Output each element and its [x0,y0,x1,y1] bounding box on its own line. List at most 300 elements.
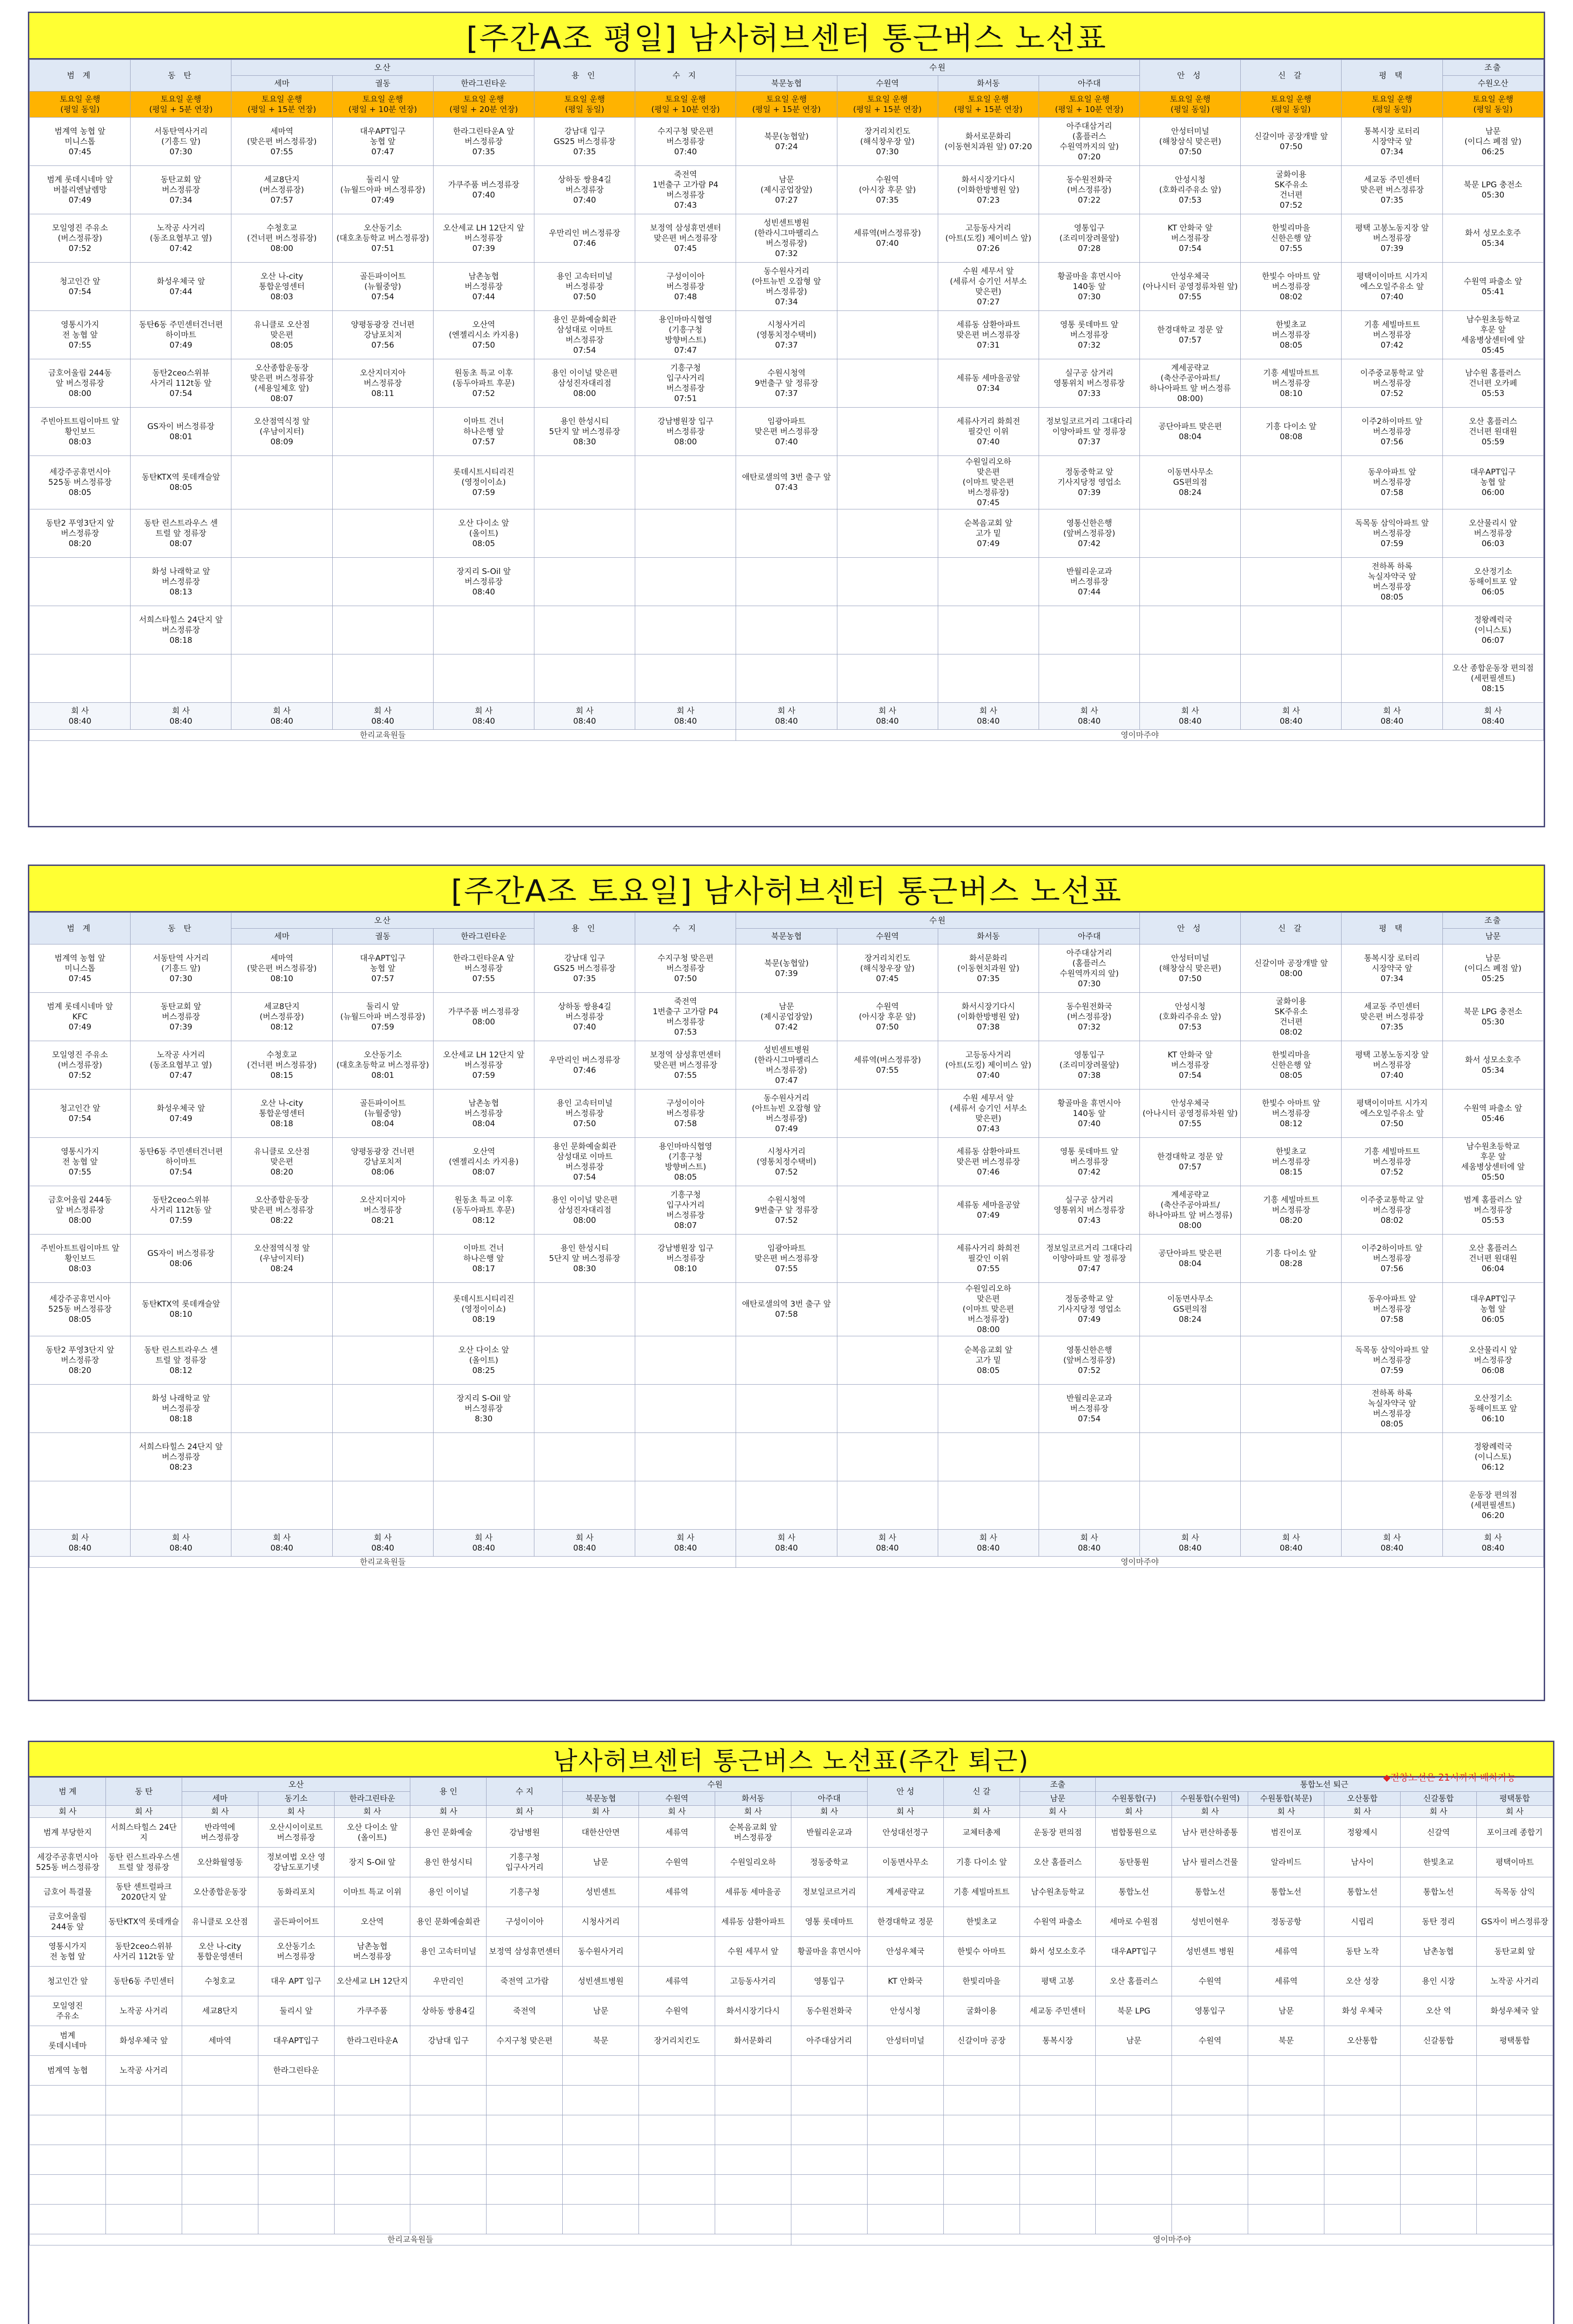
stop-cell: 죽전역 1번출구 고가람 P4 버스정류장 07:53 [635,993,736,1041]
stop-cell: 동우아파트 앞 버스정류장 07:58 [1342,456,1442,509]
col-sema: 세마 [231,76,332,92]
company-arrival: 회 사 08:40 [1342,703,1442,730]
operation-note: 토요일 운행 (평일 + 15분 연장) [736,92,837,118]
stop-cell [231,1385,332,1433]
evening-stop: 알라비드 [1248,1848,1324,1877]
company-arrival: 회 사 08:40 [534,1530,635,1557]
table-row [30,2205,1553,2234]
table-row [30,2086,1553,2115]
evening-stop [715,2175,791,2205]
evening-stop: 장지 S-Oil 앞 [334,1848,410,1877]
operation-note: 토요일 운행 (평일 동일) [30,92,131,118]
stop-cell: 서동탄역사거리 (기흥드 앞) 07:30 [131,118,231,166]
stop-cell: 신갈이마 공장개발 앞 07:50 [1241,118,1342,166]
stop-cell: 영통입구 (조리미장려물앞) 07:28 [1039,214,1139,263]
evening-stop: 신갈통합 [1401,2026,1477,2056]
evening-stop [639,1907,715,1937]
evening-stop: 세류역 [639,1967,715,1996]
evening-stop: 동탄 노작 [1324,1937,1401,1967]
evening-stop: 장거리치킨도 [639,2026,715,2056]
stop-cell: 화성우체국 앞 07:49 [131,1089,231,1138]
stop-cell [1241,606,1342,654]
operation-note: 토요일 운행 (평일 + 20분 연장) [433,92,534,118]
company-arrival: 회 사 08:40 [635,703,736,730]
stop-cell: 기흥 세빌마트트 버스정류장 07:42 [1342,311,1442,359]
evening-company-cell: 회 사 [487,1806,563,1818]
operation-note: 토요일 운행 (평일 + 15분 연장) [231,92,332,118]
stop-cell [1241,1336,1342,1385]
stop-cell: 임광아파트 맞은편 버스정류장 07:40 [736,408,837,456]
stop-cell: 화서 성모소호주 05:34 [1442,1041,1543,1089]
stop-cell [938,654,1039,703]
evening-subheader: 평택통합 [1476,1792,1553,1806]
stop-cell: 용인 이이널 맞은편 삼성진자대리점 08:00 [534,1186,635,1235]
stop-cell [938,1481,1039,1530]
evening-stop: 대우APT입구 [258,2026,334,2056]
evening-stop [563,2175,639,2205]
stop-cell: 계세공략교 (축산주공아파트/ 하나아파트 앞 버스정류 08:00) [1140,359,1241,408]
operation-note: 토요일 운행 (평일 + 10분 연장) [635,92,736,118]
evening-stop [258,2145,334,2175]
stop-cell [837,408,938,456]
stop-cell: 남수원 홈플러스 건너편 오카페 05:53 [1442,359,1543,408]
stop-cell: 이동면사무소 GS편의점 08:24 [1140,1283,1241,1336]
evening-stop: 금호어 특결물 [30,1877,106,1907]
evening-subheader: 북문농협 [563,1792,639,1806]
stop-cell: 동탄2ceo스위뷰 사거리 112t동 앞 07:54 [131,359,231,408]
table-row [30,1967,1553,1996]
stop-cell: 용인 한성시티 5단지 앞 버스정류장 08:30 [534,1235,635,1283]
stop-cell [231,1481,332,1530]
evening-stop: 평택이마트 [1476,1848,1553,1877]
evening-company-cell: 회 사 [1324,1806,1401,1818]
stop-cell: 전하폭 하록 녹실자약국 앞 버스정류장 08:05 [1342,1385,1442,1433]
evening-stop [867,2145,943,2175]
evening-stop: 수원역 [1172,2026,1248,2056]
stop-cell: 오산종합운동장 맞은편 버스정류장 (세용일체호 앞) 08:07 [231,359,332,408]
evening-company-cell: 회 사 [867,1806,943,1818]
stop-cell: 동수원전화국 (버스정류장) 07:22 [1039,166,1139,214]
stop-cell: 세강주공휴먼시아 525동 버스정류장 08:05 [30,1283,131,1336]
stop-cell: 금호어울림 244동 앞 버스정류장 08:00 [30,1186,131,1235]
company-arrival: 회 사 08:40 [1241,1530,1342,1557]
table-row [30,408,1544,456]
evening-stop: 세교8단지 [182,1996,258,2026]
stop-cell: 수원역 파출소 앞 05:41 [1442,263,1543,311]
evening-stop: 운동장 편의점 [1020,1818,1096,1848]
table-row [30,1848,1553,1877]
evening-stop [1096,2145,1172,2175]
evening-stop [334,2175,410,2205]
evening-stop: 남문 [563,1996,639,2026]
evening-stop: 순복음교회 앞 버스정류장 [715,1818,791,1848]
stop-cell: 황골마을 휴먼시아 140동 앞 07:40 [1039,1089,1139,1138]
stop-cell: 성빈센트병원 (한라시그마팰리스 버스정류장) 07:47 [736,1041,837,1089]
table-row [30,1907,1553,1937]
evening-stop [182,2205,258,2234]
stop-cell: 애탄로샐의역 3번 출구 앞 07:43 [736,456,837,509]
stop-cell: 기흥구청 입구사거리 버스정류장 08:07 [635,1186,736,1235]
evening-stop: 세류역 [1248,1967,1324,1996]
sat-col-dongtan: 동 탄 [131,913,231,944]
evening-stop: 용인 문화예술회관 [410,1907,487,1937]
evening-stop: 한라그린타운A [334,2026,410,2056]
stop-cell [1241,1283,1342,1336]
stop-cell: 통복시장 로터리 시장약국 앞 07:34 [1342,118,1442,166]
stop-cell: 기흥 다이소 앞 08:08 [1241,408,1342,456]
saturday-footer-row [30,1530,1544,1557]
evening-stop [1248,2145,1324,2175]
stop-cell: 반월리운교과 버스정류장 07:44 [1039,558,1139,606]
stop-cell: 남수원초등학교 후문 앞 세움병상센터에 앞 05:50 [1442,1138,1543,1186]
stop-cell: 애탄로샐의역 3번 출구 앞 07:58 [736,1283,837,1336]
evening-stop: 남수원초등학교 [1020,1877,1096,1907]
evening-stop [791,2056,867,2086]
evening-stop: 수청호교 [182,1967,258,1996]
evening-stop: 동탄통원 [1096,1848,1172,1877]
stop-cell [837,1138,938,1186]
evening-company-cell: 회 사 [1476,1806,1553,1818]
evening-stop [639,1937,715,1967]
stop-cell [231,1283,332,1336]
evening-stop: 영통시가지 전 농협 앞 [30,1937,106,1967]
stop-cell: 순복음교회 앞 고가 밑 07:49 [938,509,1039,558]
evening-stop [1476,2145,1553,2175]
operation-note: 토요일 운행 (평일 동일) [1241,92,1342,118]
stop-cell: 오산역 (엔젤리시소 카지용) 08:07 [433,1138,534,1186]
stop-cell: 동우아파트 앞 버스정류장 07:58 [1342,1283,1442,1336]
stop-cell: 실구공 삼거리 영통위치 버스정류장 07:33 [1039,359,1139,408]
company-arrival: 회 사 08:40 [1140,1530,1241,1557]
sat-col-suji: 수 지 [635,913,736,944]
evening-stop: 대우APT입구 [1096,1937,1172,1967]
evening-stop: 수원역 [639,1848,715,1877]
stop-cell: 화서 성모소호주 05:34 [1442,214,1543,263]
stop-cell: 정왕례럭국 (이니스토) 06:07 [1442,606,1543,654]
evening-stop [563,2086,639,2115]
evening-stop: 구성이이아 [487,1907,563,1937]
stop-cell: 동탄KTX역 롯데캐슬앞 08:05 [131,456,231,509]
stop-cell [1342,654,1442,703]
stop-cell [332,1336,433,1385]
evening-stop [1172,2205,1248,2234]
evening-header: 신 갈 [943,1778,1020,1806]
stop-cell: 화성 나래학교 앞 버스정류장 08:18 [131,1385,231,1433]
stop-cell: 둘리시 앞 (뉴월드아파 버스정류장) 07:49 [332,166,433,214]
evening-stop [487,2086,563,2115]
table-row [30,456,1544,509]
col-hwaseodong: 화서동 [938,76,1039,92]
evening-stop [867,2205,943,2234]
stop-cell: 범계역 농협 앞 미니스톱 07:45 [30,944,131,993]
evening-stop [1401,2086,1477,2115]
evening-header: 안 성 [867,1778,943,1806]
evening-stop [943,2056,1020,2086]
stop-cell [837,1481,938,1530]
stop-cell: 대우APT입구 농협 앞 07:57 [332,944,433,993]
evening-stop: 안성터미널 [867,2026,943,2056]
stop-cell: 오산동기소 (대호초등학교 버스정류장) 07:51 [332,214,433,263]
stop-cell [1140,1336,1241,1385]
stop-cell: 용인 문화예술회관 삼성대로 이마트 버스정류장 07:54 [534,1138,635,1186]
evening-stop [1248,2115,1324,2145]
evening-stop [1172,2145,1248,2175]
evening-header: 용 인 [410,1778,487,1806]
evening-stop: 상하동 쌍용4길 [410,1996,487,2026]
evening-stop: 청고인간 앞 [30,1967,106,1996]
stop-cell [231,1433,332,1481]
stop-cell: 한빛초교 버스정류장 08:05 [1241,311,1342,359]
evening-stop: 수지구청 맞은편 [487,2026,563,2056]
stop-cell: 오산종합운동장 맞은편 버스정류장 08:22 [231,1186,332,1235]
saturday-note-right: 영이마주야 [736,1557,1544,1568]
stop-cell: 강남대 입구 GS25 버스정류장 07:35 [534,118,635,166]
stop-cell [837,263,938,311]
evening-stop [1020,2115,1096,2145]
evening-stop: 신갈역 [1401,1818,1477,1848]
evening-stop: 용인 한성시티 [410,1848,487,1877]
stop-cell [131,1481,231,1530]
evening-stop [1476,2056,1553,2086]
evening-stop: 보정역 삼성휴먼센터 [487,1937,563,1967]
evening-stop: 화서 성모소호주 [1020,1937,1096,1967]
evening-stop [334,2115,410,2145]
evening-stop: 동화리포치 [258,1877,334,1907]
stop-cell: 북문(농협앞) 07:24 [736,118,837,166]
evening-subheader: 수원역 [639,1792,715,1806]
evening-stop: 반라역에 버스정류장 [182,1818,258,1848]
evening-stop [334,2056,410,2086]
stop-cell: 대우APT입구 농협 앞 06:00 [1442,456,1543,509]
stop-cell [635,1433,736,1481]
stop-cell: 굴화이용 SK주유소 건너편 07:52 [1241,166,1342,214]
evening-stop: 세마역 [182,2026,258,2056]
table-row [30,2175,1553,2205]
stop-cell: 서희스타힐스 24단지 앞 버스정류장 08:23 [131,1433,231,1481]
evening-stop [1096,2175,1172,2205]
evening-stop: 남사 필러스건물 [1172,1848,1248,1877]
stop-cell [534,654,635,703]
stop-cell: 구성이이아 버스정류장 07:58 [635,1089,736,1138]
stop-cell: 범계 홈플러스 앞 버스정류장 05:53 [1442,1186,1543,1235]
evening-stop [1248,2086,1324,2115]
stop-cell: 수원일리오하 맞은편 (이마트 맞은편 버스정류장) 08:00 [938,1283,1039,1336]
company-arrival: 회 사 08:40 [30,1530,131,1557]
table-row [30,118,1544,166]
evening-stop: 용인 시장 [1401,1967,1477,1996]
stop-cell: 범계 롯데시네마 앞 버블리엔날렘망 07:49 [30,166,131,214]
evening-stop [487,2175,563,2205]
evening-stop: 독목동 삼익 [1476,1877,1553,1907]
evening-header-top [30,1778,1553,1792]
evening-stop [1324,2175,1401,2205]
evening-stop: 서희스타힐스 24단지 [105,1818,182,1848]
evening-stop: 세류역 [1248,1937,1324,1967]
stop-cell: 장지리 S-Oil 앞 버스정류장 8:30 [433,1385,534,1433]
stop-cell: 범계역 농협 앞 미니스톱 07:45 [30,118,131,166]
evening-company-cell: 회 사 [1096,1806,1172,1818]
stop-cell: 노작공 사거리 (동조요협부고 옆) 07:42 [131,214,231,263]
stop-cell: 한빛리마을 신한은행 앞 07:55 [1241,214,1342,263]
table-row [30,2056,1553,2086]
stop-cell [837,1186,938,1235]
table-row [30,1283,1544,1336]
evening-stops [30,1818,1553,2234]
stop-cell: 이주중교통학교 앞 버스정류장 07:52 [1342,359,1442,408]
evening-stop: 노작공 사거리 [105,2056,182,2086]
stop-cell: 세류역(버스정류장) 07:40 [837,214,938,263]
evening-stop: 세류동 세마을공 [715,1877,791,1907]
evening-stop: 안성우체국 [867,1937,943,1967]
evening-stop [715,2205,791,2234]
stop-cell [736,1433,837,1481]
stop-cell: 이주2하이마트 앞 버스정류장 07:56 [1342,1235,1442,1283]
stop-cell: 오산 나-city 통합운영센터 08:18 [231,1089,332,1138]
stop-cell: 용인 이이널 맞은편 삼성진자대리점 08:00 [534,359,635,408]
evening-stop: 동탄 센트럴파크 2020단지 앞 [105,1877,182,1907]
stop-cell: 장지리 S-Oil 앞 버스정류장 08:40 [433,558,534,606]
stop-cell: 한라그린타운A 앞 버스정류장 07:55 [433,944,534,993]
evening-stop [1324,2115,1401,2145]
evening-stop: 용인 이이널 [410,1877,487,1907]
table-row [30,1089,1544,1138]
stop-cell [1342,606,1442,654]
stop-cell: 세마역 (맞은편 버스정류장) 07:55 [231,118,332,166]
stop-cell: 영통시가지 전 농협 앞 07:55 [30,1138,131,1186]
evening-sub-row [30,1806,1553,1818]
evening-stop: 수원역 파출소 [1020,1907,1096,1937]
evening-stop [1401,2145,1477,2175]
operation-note: 토요일 운행 (평일 + 15분 연장) [837,92,938,118]
stop-cell: 유니클로 오산점 맞은편 08:20 [231,1138,332,1186]
evening-stop: 골든파이어트 [258,1907,334,1937]
stop-cell [736,1336,837,1385]
stop-cell: 수원 세무서 앞 (세류서 승기인 서부소 맞은편) 07:43 [938,1089,1039,1138]
evening-stop [1248,2056,1324,2086]
stop-cell: 골든파이어트 (뉴월중앙) 07:54 [332,263,433,311]
sat-col-osan: 오산 [231,913,534,929]
evening-stop [487,2205,563,2234]
stop-cell: KT 안화국 앞 버스정류장 07:54 [1140,214,1241,263]
evening-stop [1248,2175,1324,2205]
stop-cell: 북문 LPG 충전소 05:30 [1442,993,1543,1041]
stop-cell [736,654,837,703]
stop-cell: 이주2하이마트 앞 버스정류장 07:56 [1342,408,1442,456]
evening-stop: 대한산안면 [563,1818,639,1848]
stop-cell [332,1283,433,1336]
evening-stop [1324,2205,1401,2234]
evening-stop [410,2115,487,2145]
stop-cell: 상하동 쌍용4길 버스정류장 07:40 [534,166,635,214]
stop-cell: 동탄 린스트라우스 센 트럴 앞 정류장 08:12 [131,1336,231,1385]
stop-cell [332,606,433,654]
table-row [30,558,1544,606]
stop-cell: 독목동 삼익아파트 앞 버스정류장 07:59 [1342,509,1442,558]
evening-company-cell: 회 사 [1020,1806,1096,1818]
stop-cell: 둘리시 앞 (뉴월드아파 버스정류장) 07:59 [332,993,433,1041]
evening-stop [1020,2145,1096,2175]
company-arrival: 회 사 08:40 [332,1530,433,1557]
stop-cell [30,1433,131,1481]
stop-cell: 이마트 건너 하나은행 앞 07:57 [433,408,534,456]
stop-cell: GS자이 버스정류장 08:06 [131,1235,231,1283]
stop-cell: 아주대삼거리 (홈플러스 수원역까지의 앞) 07:30 [1039,944,1139,993]
evening-stop [867,2056,943,2086]
evening-subheader: 화서동 [715,1792,791,1806]
stop-cell: 남수원초등학교 후문 앞 세움병상센터에 앞 05:45 [1442,311,1543,359]
operation-note: 토요일 운행 (평일 + 5분 연장) [131,92,231,118]
weekday-stops [30,118,1544,703]
evening-stop: 성빈센트 병원 [1172,1937,1248,1967]
evening-stop [943,2115,1020,2145]
stop-cell [837,1336,938,1385]
stop-cell: 롯데시트시티리진 (영정이이쇼) 07:59 [433,456,534,509]
company-arrival: 회 사 08:40 [131,703,231,730]
stop-cell [635,558,736,606]
evening-stop: 고등동사거리 [715,1967,791,1996]
company-arrival: 회 사 08:40 [433,1530,534,1557]
evening-stop: 오산 나-city 통합운영센터 [182,1937,258,1967]
stop-cell [1140,1433,1241,1481]
sat-col-singal: 신 갈 [1241,913,1342,944]
stop-cell: 오산정기소 동해이트포 앞 06:10 [1442,1385,1543,1433]
stop-cell [231,606,332,654]
stop-cell: 고등동사거리 (아트(도킹) 제이비스 앞) 07:40 [938,1041,1039,1089]
evening-stop: 동탄교회 앞 [1476,1937,1553,1967]
stop-cell: 계세공략교 (축산주공아파트/ 하나아파트 앞 버스정류) 08:00 [1140,1186,1241,1235]
stop-cell: 동탄6동 주민센터건너편 하이마트 07:54 [131,1138,231,1186]
stop-cell: 죽전역 1번출구 고가람 P4 버스정류장 07:43 [635,166,736,214]
evening-company-cell: 회 사 [334,1806,410,1818]
evening-stop: 북문 [1248,2026,1324,2056]
stop-cell: 세류동 세마을공앞 07:49 [938,1186,1039,1235]
evening-stop: 강남대 입구 [410,2026,487,2056]
stop-cell: 아주대삼거리 (홈플러스 수원역까지의 앞) 07:20 [1039,118,1139,166]
evening-stop: 오산 홈플러스 [1020,1848,1096,1877]
evening-stop [105,2086,182,2115]
evening-header: 수원 [563,1778,868,1792]
sat-col-nammun: 남문 [1442,929,1543,944]
evening-stop [639,2205,715,2234]
stop-cell: 수원 세무서 앞 (세류서 승기인 서부소 맞은편) 07:27 [938,263,1039,311]
sat-col-suwonyeok: 수원역 [837,929,938,944]
evening-company-cell: 회 사 [943,1806,1020,1818]
evening-subheader: 세마 [182,1792,258,1806]
evening-stop: 포이크레 종합기 [1476,1818,1553,1848]
stop-cell: 한라그린타운A 앞 버스정류장 07:35 [433,118,534,166]
evening-stop [334,2086,410,2115]
evening-stop [410,2175,487,2205]
sat-col-jochul: 조출 [1442,913,1543,929]
stop-cell [837,359,938,408]
company-arrival: 회 사 08:40 [736,1530,837,1557]
stop-cell: 골든파이어트 (뉴월중앙) 08:04 [332,1089,433,1138]
stop-cell: 동탄2 푸영3단지 앞 버스정류장 08:20 [30,509,131,558]
stop-cell: 동탄교회 앞 버스정류장 07:34 [131,166,231,214]
stop-cell [332,1235,433,1283]
stop-cell: 수원역 (아시장 후문 앞) 07:50 [837,993,938,1041]
table-row [30,311,1544,359]
stop-cell: 오산지더지아 버스정류장 08:11 [332,359,433,408]
company-arrival: 회 사 08:40 [837,703,938,730]
stop-cell: 구성이이아 버스정류장 07:48 [635,263,736,311]
evening-stop: 죽전역 [487,1996,563,2026]
stop-cell [332,1385,433,1433]
stop-cell: 세교8단지 (버스정류장) 08:12 [231,993,332,1041]
evening-stop: 한빛리마을 [943,1967,1020,1996]
evening-stop: 성빈센트병원 [563,1967,639,1996]
evening-stop: 오산세교 LH 12단지 [334,1967,410,1996]
